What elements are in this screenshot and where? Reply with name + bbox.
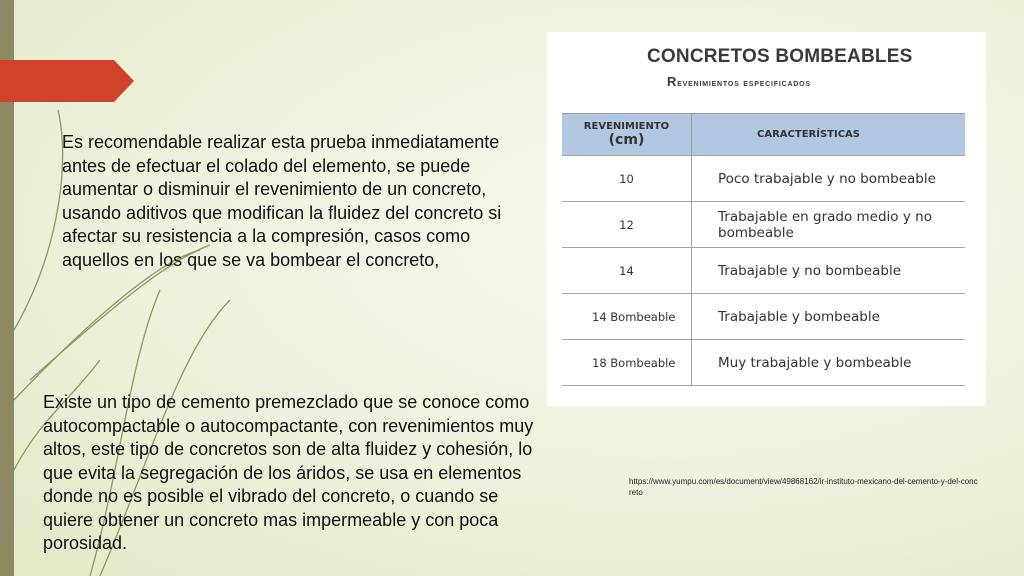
revenimiento-table-image [547, 32, 986, 406]
cell-revenimiento: 12 [562, 202, 692, 248]
body-paragraph-2: Existe un tipo de cemento premezclado que se conoce como autocompactable o autocompactante, con revenimientos muy altos, este tipo de concretos son de alta fluidez y cohesión, lo que evita la segregación de los áridos, se usa en elementos donde no es posible el vibrado del concreto, o cuando se quiere obtener un concreto mas impermeable y con poca porosidad. [43, 392, 534, 553]
cell-revenimiento: 14 [562, 248, 692, 294]
revenimiento-table [562, 113, 965, 386]
cell-caracteristicas: Trabajable y bombeable [692, 294, 966, 340]
cell-revenimiento: 18 Bombeable [562, 340, 692, 386]
table-subtitle [667, 74, 811, 89]
table-subtitle-rest: evenimientos especificados [677, 77, 811, 89]
cell-revenimiento: 10 [562, 156, 692, 202]
header-revenimiento-label: REVENIMIENTO [583, 121, 670, 132]
table-row [562, 156, 965, 202]
source-url-link[interactable]: https://www.yumpu.com/es/document/view/49868162/ir-instituto-mexicano-del-cemento-y-del-concreto [629, 477, 978, 497]
cell-caracteristicas: Trabajable y no bombeable [692, 248, 966, 294]
body-paragraph-1: Es recomendable realizar esta prueba inmediatamente antes de efectuar el colado del elemento, se puede aumentar o disminuir el revenimiento de un concreto, usando aditivos que modifican la fluidez del concreto si afectar su resistencia a la compresión, casos como aquellos en los que se va bombear el concreto, [62, 132, 502, 270]
header-revenimiento-unit: (cm) [608, 132, 645, 148]
table-subtitle-initial: R [667, 74, 678, 89]
table-row [562, 248, 965, 294]
header-caracteristicas: CARACTERÍSTICAS [692, 114, 966, 156]
cell-caracteristicas-text: Trabajable en grado medio y no bombeable [718, 208, 932, 241]
table-row [562, 294, 965, 340]
table-title: CONCRETOS BOMBEABLES [647, 46, 913, 67]
cell-caracteristicas: Poco trabajable y no bombeable [692, 156, 966, 202]
cell-revenimiento: 14 Bombeable [562, 294, 692, 340]
cell-caracteristicas [692, 202, 966, 248]
cell-caracteristicas: Muy trabajable y bombeable [692, 340, 966, 386]
table-row [562, 340, 965, 386]
table-row [562, 202, 965, 248]
header-revenimiento [562, 114, 692, 156]
table-header-row [562, 114, 965, 156]
